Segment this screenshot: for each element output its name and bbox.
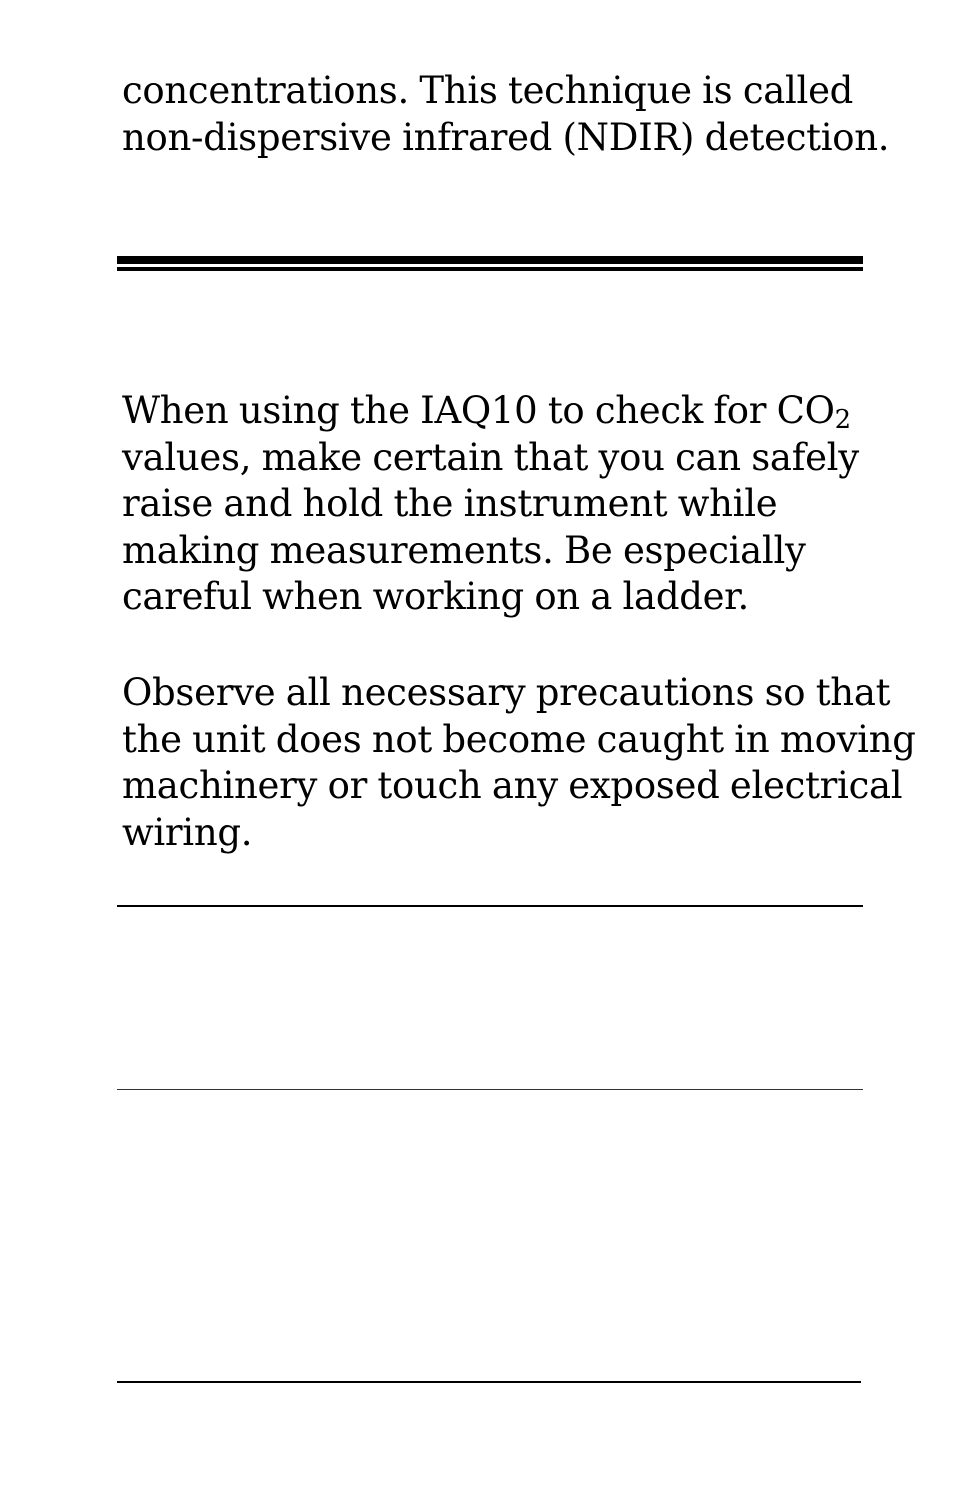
text-line [122,388,857,435]
text-line: careful when working on a ladder. [122,575,749,618]
section-divider-thin [117,267,863,271]
text-line: wiring. [122,810,253,854]
text-line: non-dispersive infrared (NDIR) detection. [122,115,890,159]
precaution-paragraph [122,670,916,856]
text-line: machinery or touch any exposed electrical [122,764,903,807]
text-line: concentrations. This technique is called [122,69,854,112]
text-line: Observe all necessary precautions so that [122,671,891,714]
subscript: 2 [834,405,851,436]
intro-paragraph [122,68,890,161]
text-line: making measurements. Be especially [122,528,806,572]
caution-paragraph [122,388,857,621]
footer-divider [117,1381,861,1383]
text-line: values, make certain that you can safely [122,435,859,479]
section-divider [117,905,863,907]
text-line: the unit does not become caught in moving [122,717,916,761]
section-divider-thick [117,256,863,264]
text-fragment: When using the IAQ10 to check for CO [122,389,835,432]
text-line: raise and hold the instrument while [122,482,778,525]
section-divider [117,1089,863,1090]
